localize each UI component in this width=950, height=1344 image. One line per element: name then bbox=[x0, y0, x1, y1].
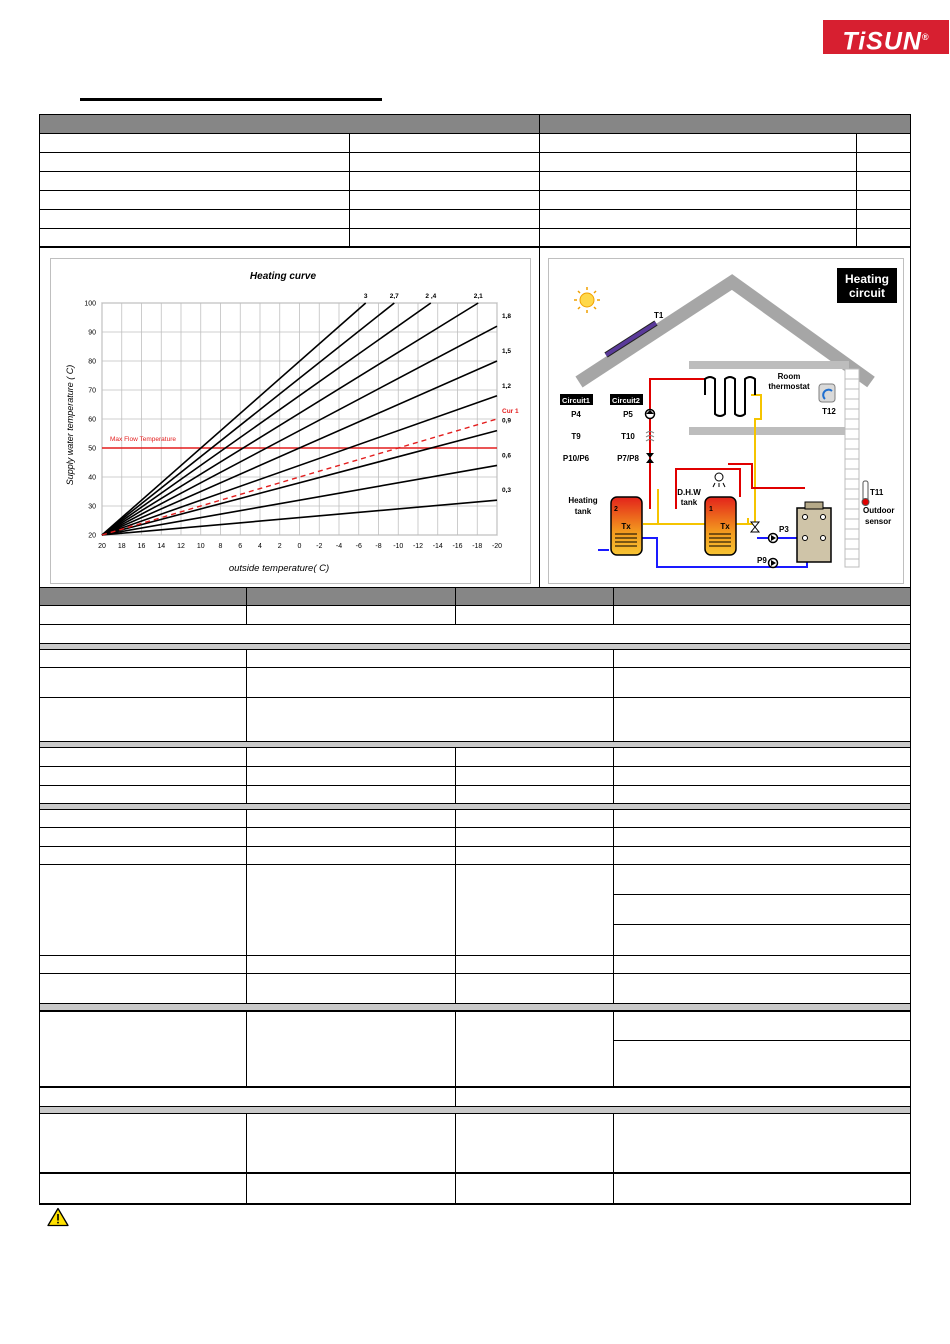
room-thermostat-icon bbox=[819, 384, 835, 402]
label-circuit1: Circuit1 bbox=[562, 396, 590, 405]
x-tick-label: -12 bbox=[412, 543, 424, 550]
label-t9: T9 bbox=[571, 432, 581, 441]
x-tick-label: -16 bbox=[452, 543, 463, 550]
x-tick-label: 14 bbox=[157, 543, 166, 550]
label-tank2-number: 2 bbox=[614, 506, 618, 513]
x-tick-label: -10 bbox=[393, 543, 404, 550]
table-header-bar bbox=[39, 114, 911, 133]
curve-label: 0,3 bbox=[502, 487, 512, 495]
label-p3: P3 bbox=[779, 525, 789, 534]
curve-label: 1,2 bbox=[502, 382, 512, 390]
mixing-valve-icon bbox=[751, 522, 759, 532]
section-title-underline bbox=[80, 98, 382, 101]
x-tick-label: 0 bbox=[297, 543, 302, 550]
label-p9: P9 bbox=[757, 556, 767, 565]
y-tick-label: 90 bbox=[88, 329, 96, 337]
y-tick-label: 80 bbox=[88, 358, 96, 366]
lower-table-header-bar bbox=[39, 587, 911, 605]
curve-label: 2,7 bbox=[389, 293, 399, 300]
label-heating-tank-1: Heating bbox=[568, 496, 598, 505]
label-tx-heating: Tx bbox=[621, 522, 631, 531]
label-outdoor-2: sensor bbox=[865, 517, 892, 526]
label-dhw-tank-2: tank bbox=[680, 498, 698, 507]
x-tick-label: 18 bbox=[117, 543, 126, 550]
diagram-title-line2: circuit bbox=[848, 286, 886, 300]
x-tick-label: 20 bbox=[98, 543, 106, 550]
x-tick-label: 12 bbox=[177, 543, 185, 550]
y-tick-label: 30 bbox=[88, 503, 96, 511]
x-tick-label: -8 bbox=[375, 543, 382, 550]
curve-label: 2,1 bbox=[473, 293, 483, 300]
diagram-title-line1: Heating bbox=[844, 272, 890, 286]
x-tick-label: 4 bbox=[258, 543, 262, 550]
valve-p7-icon bbox=[646, 453, 654, 463]
x-tick-label: -18 bbox=[472, 543, 483, 550]
y-tick-label: 60 bbox=[88, 416, 96, 424]
x-tick-label: 16 bbox=[137, 543, 146, 550]
max-flow-temperature-label: Max Flow Temperature bbox=[110, 436, 176, 443]
curve-label: 0,9 bbox=[502, 417, 512, 425]
label-t11: T11 bbox=[870, 488, 884, 497]
curve-label: Cur 1 bbox=[502, 408, 519, 415]
y-tick-label: 100 bbox=[84, 300, 96, 308]
brick-wall bbox=[845, 369, 859, 567]
label-tx-dhw: Tx bbox=[720, 522, 730, 531]
label-outdoor-1: Outdoor bbox=[863, 506, 895, 515]
curve-label: 0,6 bbox=[502, 452, 512, 460]
y-tick-label: 50 bbox=[88, 445, 96, 453]
curve-label: 1,5 bbox=[502, 348, 512, 355]
tisun-logo: TiSUN® bbox=[823, 20, 949, 54]
outdoor-sensor-icon bbox=[862, 481, 869, 506]
curve-label: 3 bbox=[363, 293, 368, 300]
curve-label: 1,8 bbox=[502, 313, 512, 321]
chart-title: Heating curve bbox=[249, 271, 317, 282]
heating-circuit-diagram-panel bbox=[548, 258, 904, 584]
y-tick-label: 40 bbox=[88, 474, 96, 482]
label-t12: T12 bbox=[822, 407, 836, 416]
underfloor-heating-coil bbox=[705, 377, 755, 416]
label-room-thermostat-1: Room bbox=[777, 372, 801, 381]
label-t1: T1 bbox=[654, 311, 664, 320]
label-circuit2: Circuit2 bbox=[612, 396, 640, 405]
x-tick-label: 2 bbox=[277, 543, 282, 550]
x-tick-label: -20 bbox=[491, 543, 503, 550]
chart-y-axis-label: Supply water temperature ( C) bbox=[65, 364, 75, 486]
x-tick-label: 6 bbox=[238, 543, 243, 550]
heat-pump-unit-icon bbox=[797, 502, 831, 562]
shower-icon bbox=[713, 473, 725, 487]
curve-label: 2 ,4 bbox=[425, 293, 437, 300]
label-p5: P5 bbox=[623, 410, 633, 419]
chart-x-axis-label: outside temperature( C) bbox=[228, 563, 330, 574]
floor-slab bbox=[689, 427, 849, 435]
heating-curve-chart-panel bbox=[50, 258, 531, 584]
x-tick-label: -6 bbox=[355, 543, 362, 550]
label-room-thermostat-2: thermostat bbox=[768, 382, 810, 391]
x-tick-label: 10 bbox=[196, 543, 205, 550]
x-tick-label: 8 bbox=[218, 543, 223, 550]
label-p7-p8: P7/P8 bbox=[617, 454, 639, 463]
heating-circuit-diagram bbox=[549, 259, 905, 585]
x-tick-label: -4 bbox=[335, 543, 343, 550]
label-tank1-number: 1 bbox=[709, 506, 713, 513]
warning-triangle-icon bbox=[47, 1207, 69, 1227]
y-tick-label: 20 bbox=[88, 532, 96, 540]
x-tick-label: -2 bbox=[316, 543, 323, 550]
label-dhw-tank-1: D.H.W bbox=[677, 488, 701, 497]
label-p4: P4 bbox=[571, 410, 581, 419]
heating-curve-chart bbox=[51, 259, 532, 585]
x-tick-label: -14 bbox=[432, 543, 443, 550]
label-t10: T10 bbox=[621, 432, 635, 441]
label-p10-p6: P10/P6 bbox=[562, 454, 590, 463]
label-heating-tank-2: tank bbox=[574, 507, 592, 516]
ceiling-slab bbox=[689, 361, 849, 369]
y-tick-label: 70 bbox=[88, 387, 96, 395]
sun-icon bbox=[574, 287, 600, 313]
